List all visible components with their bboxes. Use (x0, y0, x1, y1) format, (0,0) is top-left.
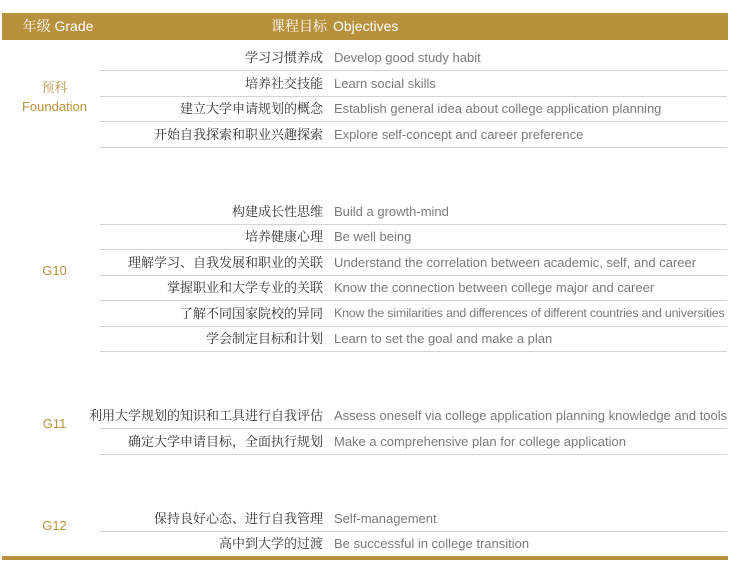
grade-label-g12 (2, 516, 107, 535)
objective-en: Be well being (334, 229, 412, 244)
objective-cn: 高中到大学的过渡 (218, 536, 323, 551)
objective-cn: 构建成长性思维 (231, 204, 323, 219)
grade-label-foundation (2, 78, 107, 116)
objective-en: Know the connection between college major and career (334, 280, 655, 295)
grade-label-cn: 预科 (41, 80, 68, 95)
objective-en: Understand the correlation between academic, self, and career (334, 255, 697, 270)
objective-cn: 学会制定目标和计划 (205, 331, 323, 346)
objective-cn: 建立大学申请规划的概念 (179, 101, 323, 116)
grade-label-en: G12 (42, 518, 67, 533)
table-row (100, 531, 727, 556)
objective-en: Explore self-concept and career preference (334, 127, 584, 142)
objective-en: Build a growth-mind (334, 204, 449, 219)
table-row (100, 250, 727, 276)
objective-cn: 培养健康心理 (244, 229, 323, 244)
table-row (88, 403, 728, 429)
table-row (100, 45, 727, 71)
objective-en: Learn social skills (334, 76, 436, 91)
objective-cn: 掌握职业和大学专业的关联 (166, 280, 323, 295)
grade-label-en: Foundation (21, 99, 88, 114)
objective-cn: 利用大学规划的知识和工具进行自我评估 (88, 408, 323, 423)
table-header (2, 13, 728, 40)
table-row (100, 96, 727, 122)
grade-label-en: G10 (42, 263, 67, 278)
table-row (100, 224, 727, 250)
objective-en: Know the similarities and differences of different countries and universities (334, 306, 725, 320)
objective-cn: 确定大学申请目标，全面执行规划 (127, 434, 323, 449)
table-row (100, 122, 727, 148)
table-row (100, 429, 727, 455)
objective-en: Learn to set the goal and make a plan (334, 331, 553, 346)
header-grade: 年级 Grade (22, 18, 94, 34)
objective-cn: 学习习惯养成 (244, 50, 323, 65)
table-row (100, 275, 727, 301)
table-row (100, 301, 727, 327)
table-row (100, 199, 727, 225)
grade-label-g10 (2, 261, 107, 280)
objective-en: Be successful in college transition (334, 536, 530, 551)
header-objectives-en: Objectives (333, 18, 399, 34)
objective-en: Develop good study habit (334, 50, 481, 65)
header-objectives-cn: 课程目标 (271, 18, 327, 34)
table-row (100, 71, 727, 97)
objective-en: Self-management (334, 511, 437, 526)
objective-en: Make a comprehensive plan for college application (334, 434, 626, 449)
table-row (100, 326, 727, 352)
table-row (100, 506, 727, 532)
objective-cn: 理解学习、自我发展和职业的关联 (127, 255, 323, 270)
grade-label-en: G11 (42, 416, 67, 431)
objective-cn: 开始自我探索和职业兴趣探索 (153, 127, 323, 142)
footer-bar (2, 556, 728, 560)
objective-cn: 了解不同国家院校的异同 (179, 306, 323, 321)
objective-en: Establish general idea about college application planning (334, 101, 662, 116)
objective-en: Assess oneself via college application planning knowledge and tools (334, 408, 728, 423)
objective-cn: 保持良好心态、进行自我管理 (153, 511, 323, 526)
objective-cn: 培养社交技能 (244, 76, 323, 91)
